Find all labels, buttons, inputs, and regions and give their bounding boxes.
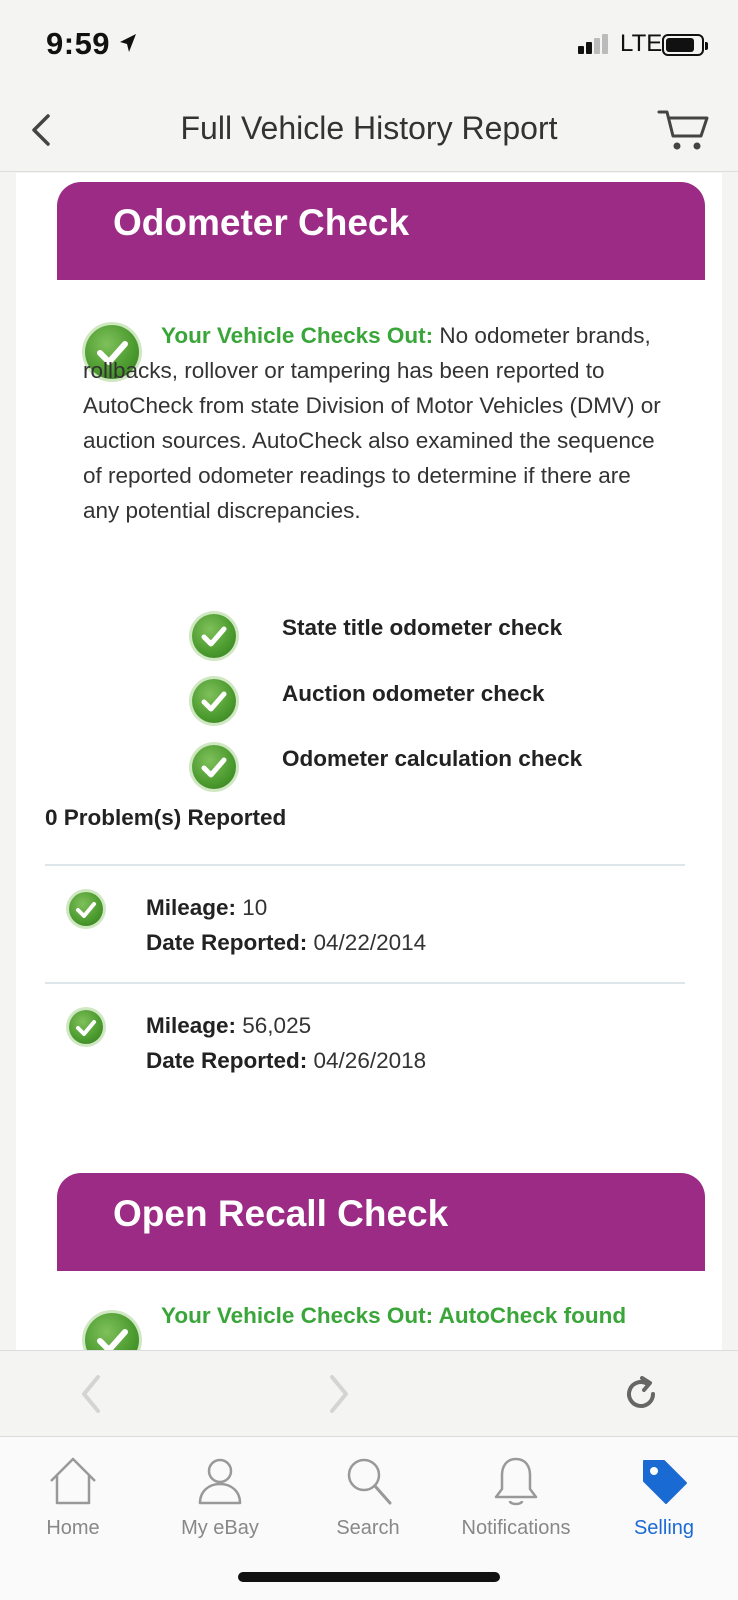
recall-summary: Your Vehicle Checks Out: AutoCheck found bbox=[161, 1303, 627, 1328]
reload-icon[interactable] bbox=[620, 1373, 662, 1415]
page-title: Full Vehicle History Report bbox=[180, 110, 558, 146]
tab-my-ebay[interactable] bbox=[150, 1453, 290, 1540]
divider bbox=[45, 982, 685, 984]
signal-strength-icon bbox=[578, 34, 610, 54]
date-label: Date Reported: bbox=[146, 930, 308, 955]
checkmark-icon bbox=[192, 745, 236, 789]
search-icon bbox=[340, 1453, 396, 1509]
summary-headline: Your Vehicle Checks Out: bbox=[161, 323, 434, 348]
checkmark-icon bbox=[69, 892, 103, 926]
odometer-section-title: Odometer Check bbox=[113, 202, 410, 243]
network-type: LTE bbox=[620, 30, 663, 57]
recall-section-title: Open Recall Check bbox=[113, 1193, 449, 1234]
browser-toolbar bbox=[0, 1350, 738, 1436]
tag-icon bbox=[636, 1453, 692, 1509]
odometer-summary bbox=[83, 318, 663, 528]
home-icon bbox=[45, 1453, 101, 1509]
odometer-entry bbox=[146, 890, 426, 960]
odometer-entry bbox=[146, 1008, 426, 1078]
location-arrow-icon bbox=[118, 32, 138, 54]
date-value: 04/22/2014 bbox=[307, 930, 427, 955]
recall-section-header bbox=[57, 1173, 705, 1271]
cart-icon[interactable] bbox=[656, 106, 712, 154]
browser-forward-icon[interactable] bbox=[324, 1373, 354, 1415]
divider bbox=[45, 864, 685, 866]
check-item-label: Auction odometer check bbox=[282, 681, 545, 706]
checkmark-icon bbox=[69, 1010, 103, 1044]
person-icon bbox=[192, 1453, 248, 1509]
status-time: 9:59 bbox=[46, 26, 111, 61]
check-item-label: State title odometer check bbox=[282, 615, 563, 640]
browser-back-icon[interactable] bbox=[76, 1373, 106, 1415]
checkmark-icon bbox=[85, 1313, 139, 1350]
navigation-bar bbox=[0, 92, 738, 172]
tab-label: Search bbox=[336, 1517, 400, 1539]
tab-search[interactable] bbox=[298, 1453, 438, 1540]
mileage-label: Mileage: bbox=[146, 895, 237, 920]
tab-label: Selling bbox=[633, 1517, 695, 1539]
tab-label: Notifications bbox=[461, 1517, 571, 1539]
report-content[interactable] bbox=[16, 173, 722, 1350]
mileage-label: Mileage: bbox=[146, 1013, 237, 1038]
date-value: 04/26/2018 bbox=[307, 1048, 427, 1073]
status-bar bbox=[0, 0, 738, 92]
check-item-label: Odometer calculation check bbox=[282, 746, 583, 771]
tab-home[interactable] bbox=[3, 1453, 143, 1540]
checkmark-icon bbox=[192, 614, 236, 658]
home-indicator[interactable] bbox=[238, 1572, 500, 1582]
date-label: Date Reported: bbox=[146, 1048, 308, 1073]
mileage-value: 56,025 bbox=[236, 1013, 312, 1038]
problems-reported: 0 Problem(s) Reported bbox=[45, 805, 287, 830]
battery-icon bbox=[662, 34, 704, 56]
checkmark-icon bbox=[192, 679, 236, 723]
tab-notifications[interactable] bbox=[446, 1453, 586, 1540]
tab-label: Home bbox=[46, 1517, 100, 1539]
tab-label: My eBay bbox=[181, 1517, 259, 1539]
bell-icon bbox=[488, 1453, 544, 1509]
mileage-value: 10 bbox=[236, 895, 268, 920]
summary-body: No odometer brands, rollbacks, rollover or tampering has been reported to AutoCheck from state Division of Motor Vehicles (DMV) or auction sources. AutoCheck also examined the sequence of reported odometer readings to determine if there are any potential discrepancies. bbox=[83, 323, 661, 523]
odometer-section-header bbox=[57, 182, 705, 280]
tab-selling[interactable] bbox=[594, 1453, 734, 1540]
